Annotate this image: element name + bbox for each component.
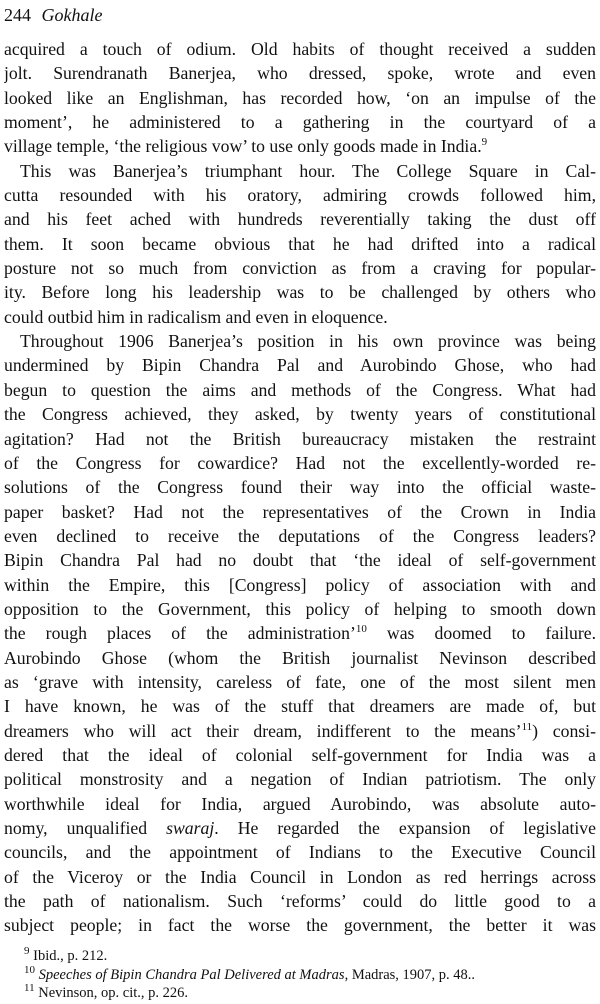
text-line (4, 353, 596, 377)
text-line-continuation: ) consi- (532, 720, 596, 741)
text-line (4, 134, 596, 158)
text-line (4, 913, 596, 937)
text-line-content: the rough places of the administration’ (4, 623, 356, 644)
footnote (24, 947, 596, 966)
text-line-content: Bipin Chandra Pal had no doubt that ‘the ideal of self-government (4, 550, 596, 571)
footnote-reference: 11 (521, 720, 533, 733)
text-line (4, 548, 596, 572)
text-line-content: opposition to the Government, this policy of helping to smooth down (4, 598, 596, 619)
text-line-content: looked like an Englishman, has recorded how, ‘on an impulse of the (4, 87, 596, 108)
text-line-content: nomy, unqualified (4, 818, 167, 838)
footnote (24, 963, 596, 985)
text-line (4, 840, 596, 864)
running-head (4, 4, 102, 26)
text-line-continuation: . He regarded the expansion of legislative (214, 818, 596, 838)
text-line-content: paper basket? Had not the representatives of the Crown in India (4, 501, 596, 522)
text-line (4, 37, 596, 61)
text-line (4, 500, 596, 524)
footnote (24, 984, 596, 1003)
text-line (4, 719, 596, 743)
text-line (4, 329, 596, 353)
text-line-content: could outbid him in radicalism and even in eloquence. (4, 306, 388, 327)
book-page (4, 0, 596, 1004)
text-line-content: within the Empire, this [Congress] policy of association with and (4, 574, 596, 595)
text-line-content: as ‘grave with intensity, careless of fate, one of the most silent men (4, 671, 596, 692)
text-line (4, 792, 596, 816)
text-line-content: begun to question the aims and methods of the Congress. What had (4, 379, 596, 400)
text-line-content: I have known, he was of the stuff that dreamers are made of, but (4, 696, 596, 717)
text-line-continuation: was doomed to failure. (366, 623, 596, 644)
text-line-content: undermined by Bipin Chandra Pal and Aurobindo Ghose, who had (4, 355, 596, 376)
text-line (4, 524, 596, 548)
text-line (4, 427, 596, 451)
text-line (4, 451, 596, 475)
text-line-content: of the Viceroy or the India Council in London as red herrings across (4, 866, 596, 887)
text-line-content: dreamers who will act their dream, indifferent to the means’ (4, 720, 522, 741)
text-line-content: acquired a touch of odium. Old habits of thought received a sudden (4, 39, 596, 59)
text-line-content: posture not so much from conviction as from a craving for popular- (4, 258, 596, 279)
text-line (4, 475, 596, 499)
text-line (4, 865, 596, 889)
text-line (4, 670, 596, 694)
text-line-content: Throughout 1906 Banerjea’s position in his own province was being (20, 331, 596, 352)
text-line (4, 889, 596, 913)
text-line (4, 280, 596, 304)
text-line-content: This was Banerjea’s triumphant hour. The College Square in Cal- (20, 160, 596, 181)
text-line-content: ity. Before long his leadership was to be challenged by others who (4, 282, 596, 303)
text-line-content: and his feet ached with hundreds reverentially taking the dust off (4, 209, 596, 230)
text-line (4, 816, 596, 840)
footnote-marker: 10 (24, 963, 35, 976)
text-line (4, 694, 596, 718)
text-line-content: jolt. Surendranath Banerjea, who dressed, spoke, wrote and even (4, 63, 596, 84)
text-line-content: worthwhile ideal for India, argued Aurobindo, was absolute auto- (4, 793, 596, 814)
text-line-content: even declined to receive the deputations of the Congress leaders? (4, 525, 596, 546)
footnote-text: Nevinson, op. cit., p. 226. (34, 985, 189, 1001)
footnote-marker: 11 (24, 982, 35, 995)
footnote-reference: 10 (355, 623, 367, 636)
text-line-content: agitation? Had not the British bureaucracy mistaken the restraint (4, 428, 596, 449)
footnote-title: Speeches of Bipin Chandra Pal Delivered at Madras (38, 966, 345, 983)
text-line (4, 743, 596, 767)
text-line-content: political monstrosity and a negation of Indian patriotism. The only (4, 769, 596, 790)
text-line (4, 621, 596, 645)
text-line (4, 378, 596, 402)
page-number: 244 (4, 5, 31, 25)
text-line (4, 402, 596, 426)
text-line (4, 183, 596, 207)
text-line (4, 232, 596, 256)
text-line-content: cutta resounded with his oratory, admiring crowds followed him, (4, 185, 596, 206)
text-line (4, 86, 596, 110)
text-line (4, 767, 596, 791)
text-line (4, 573, 596, 597)
text-line (4, 597, 596, 621)
text-line-content: the Congress achieved, they asked, by twenty years of constitutional (4, 404, 596, 425)
text-line (4, 256, 596, 280)
footnote-text: , Madras, 1907, p. 48.. (344, 966, 476, 983)
text-line (4, 305, 596, 329)
body-text (4, 37, 596, 938)
text-line-content: village temple, ‘the religious vow’ to use only goods made in India. (4, 136, 482, 157)
text-line-content: moment’, he administered to a gathering in the courtyard of a (4, 112, 596, 133)
text-line (4, 159, 596, 183)
text-line-content: dered that the ideal of colonial self-government for India was a (4, 744, 596, 765)
text-line (4, 646, 596, 670)
footnote-reference: 9 (481, 136, 488, 149)
text-line (4, 110, 596, 134)
footnote-marker: 9 (24, 945, 30, 958)
text-line-content: solutions of the Congress found their way into the official waste- (4, 477, 596, 498)
text-line-content: subject people; in fact the worse the government, the better it was (4, 915, 596, 936)
text-line-content: them. It soon became obvious that he had drifted into a radical (4, 233, 596, 254)
italic-term: swaraj (166, 818, 215, 838)
footnotes (24, 947, 596, 1003)
text-line-content: the path of nationalism. Such ‘reforms’ could do little good to a (4, 891, 596, 912)
text-line-content: of the Congress for cowardice? Had not the excellently-worded re- (4, 452, 596, 473)
text-line-content: councils, and the appointment of Indians to the Executive Council (4, 842, 596, 863)
text-line-content: Aurobindo Ghose (whom the British journalist Nevinson described (4, 647, 596, 668)
text-line (4, 207, 596, 231)
running-title: Gokhale (41, 5, 103, 25)
text-line (4, 61, 596, 85)
footnote-text: Ibid., p. 212. (29, 948, 108, 964)
